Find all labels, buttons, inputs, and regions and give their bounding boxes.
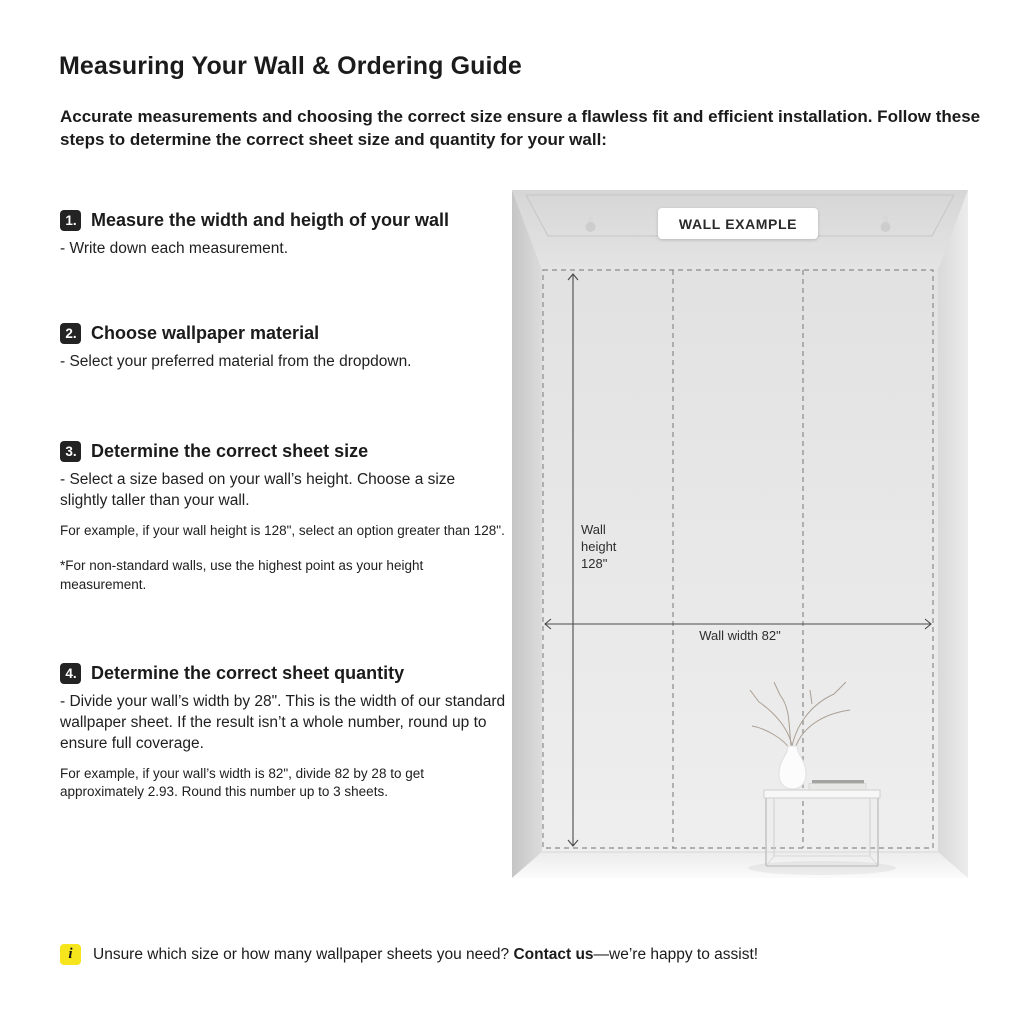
table-top [764,790,880,798]
step-3-example: For example, if your wall height is 128", select an option greater than 128". [60,522,505,538]
footer-text-suffix: —we’re happy to assist! [593,945,759,963]
step-1 [60,210,525,260]
step-4-number-badge: 4. [60,663,81,684]
step-3 [60,441,525,595]
footer-text-prefix: Unsure which size or how many wallpaper sheets you need? [93,945,514,963]
step-2-desc: - Select your preferred material from the dropdown. [60,353,412,370]
step-1-heading [60,210,525,231]
step-1-number-badge: 1. [60,210,81,231]
step-1-title: Measure the width and heigth of your wall [91,210,450,230]
contact-us-link[interactable]: Contact us [513,945,594,963]
footer-text [93,946,758,964]
step-4-title: Determine the correct sheet quantity [91,663,405,683]
info-icon: i [60,944,81,965]
wall-height-label: Wall height 128" [581,522,617,572]
right-wall [938,190,968,878]
intro-text: Accurate measurements and choosing the correct size ensure a flawless fit and efficient installation. Follow these steps to determine the correct sheet size and quantity for your wall: [60,107,981,150]
step-2-number-badge: 2. [60,323,81,344]
step-2-heading [60,323,525,344]
step-2 [60,323,525,373]
step-4-desc: - Divide your wall’s width by 28". This is the width of our standard wallpaper sheet. If the result isn’t a whole number, round up to ensure full coverage. [60,693,506,752]
step-3-title: Determine the correct sheet size [91,441,369,461]
step-4-example: For example, if your wall’s width is 82", divide 82 by 28 to get approximately 2.93. Round this number up to 3 sheets. [60,765,424,800]
table-shadow [748,861,896,875]
books [812,780,864,784]
footer-note [60,944,758,965]
step-2-title: Choose wallpaper material [91,323,320,343]
step-1-desc: - Write down each measurement. [60,240,289,257]
wall-example-image [512,190,968,878]
page-title: Measuring Your Wall & Ordering Guide [59,52,522,80]
step-3-note: *For non-standard walls, use the highest point as your height measurement. [60,558,424,593]
floor [512,852,968,878]
wall-example-badge: WALL EXAMPLE [658,208,818,239]
wall-width-label: Wall width 82" [699,628,781,643]
step-3-number-badge: 3. [60,441,81,462]
left-wall [512,190,542,878]
step-4-heading [60,663,525,684]
step-3-desc: - Select a size based on your wall’s height. Choose a size slightly taller than your wall. [60,471,456,509]
step-4 [60,663,525,802]
step-3-heading [60,441,525,462]
